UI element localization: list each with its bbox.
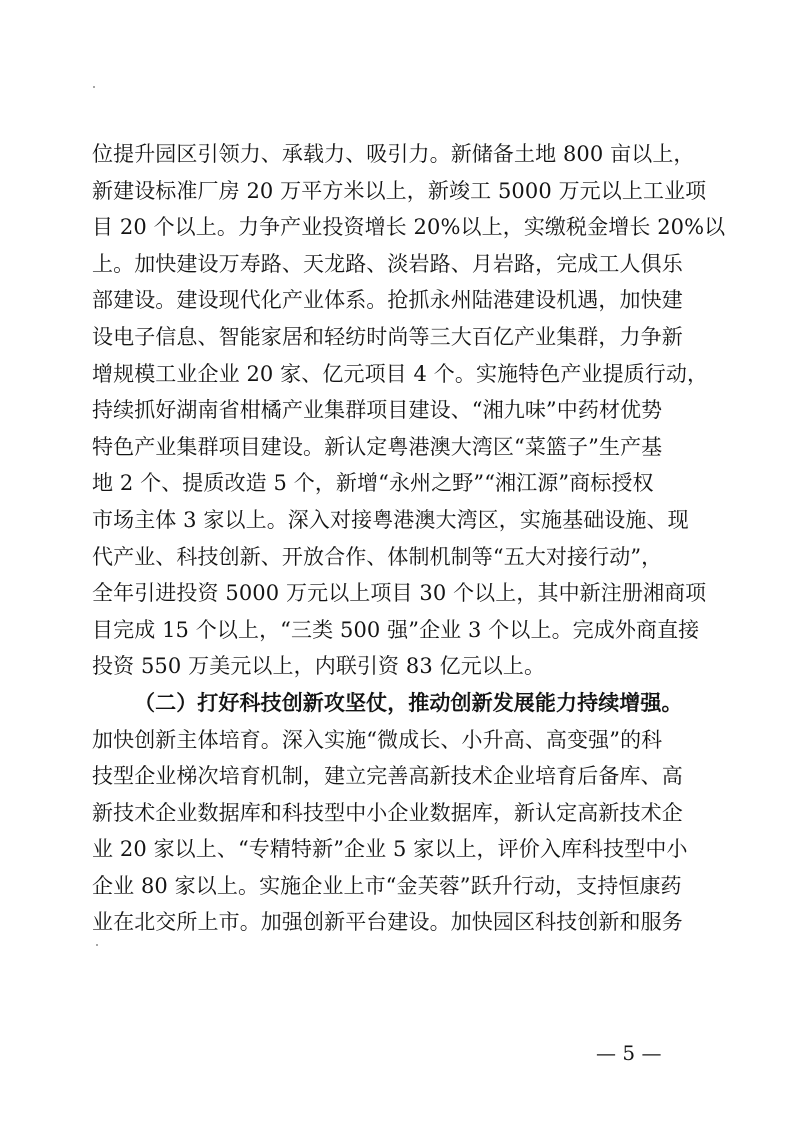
- text-line: 新建设标准厂房 20 万平方米以上，新竣工 5000 万元以上工业项: [92, 178, 707, 203]
- text-line: 代产业、科技创新、开放合作、体制机制等“五大对接行动”，: [92, 544, 663, 569]
- text-line: 设电子信息、智能家居和轻纺时尚等三大百亿产业集群，力争新: [92, 324, 683, 349]
- text-line: 持续抓好湖南省柑橘产业集群项目建设、“湘九味”中药材优势: [92, 398, 663, 423]
- text-line: 目 20 个以上。力争产业投资增长 20%以上，实缴税金增长 20%以: [92, 215, 726, 240]
- text-line: 位提升园区引领力、承载力、吸引力。新储备土地 800 亩以上，: [92, 142, 695, 166]
- paragraph-2: [92, 722, 712, 942]
- paragraph-1: [92, 136, 726, 685]
- text-line: 业在北交所上市。加强创新平台建设。加快园区科技创新和服务: [92, 910, 683, 935]
- text-line: 技型企业梯次培育机制，建立完善高新技术企业培育后备库、高: [92, 764, 683, 789]
- text-line: 投资 550 万美元以上，内联引资 83 亿元以上。: [92, 654, 546, 679]
- page-number: — 5 —: [596, 1041, 662, 1065]
- scan-speck: [93, 86, 95, 88]
- text-line: 新技术企业数据库和科技型中小企业数据库，新认定高新技术企: [92, 800, 683, 825]
- text-line: 市场主体 3 家以上。深入对接粤港澳大湾区，实施基础设施、现: [92, 507, 689, 532]
- scan-speck: [96, 944, 98, 946]
- text-line: 业 20 家以上、“专精特新”企业 5 家以上，评价入库科技型中小: [92, 837, 688, 862]
- text-line: 目完成 15 个以上，“三类 500 强”企业 3 个以上。完成外商直接: [92, 617, 700, 642]
- section-heading: （二）打好科技创新攻坚仗，推动创新发展能力持续增强。: [134, 689, 683, 715]
- text-line: 特色产业集群项目建设。新认定粤港澳大湾区“菜篮子”生产基: [92, 434, 663, 459]
- body-text: [92, 136, 726, 941]
- text-line: 上。加快建设万寿路、天龙路、淡岩路、月岩路，完成工人俱乐: [92, 251, 683, 276]
- text-line: 加快创新主体培育。深入实施“微成长、小升高、高变强”的科: [92, 727, 663, 752]
- text-line: 企业 80 家以上。实施企业上市“金芙蓉”跃升行动，支持恒康药: [92, 873, 682, 898]
- text-line: 部建设。建设现代化产业体系。抢抓永州陆港建设机遇，加快建: [92, 288, 683, 313]
- text-line: 增规模工业企业 20 家、亿元项目 4 个。实施特色产业提质行动，: [92, 361, 709, 386]
- text-line: 地 2 个、提质改造 5 个，新增“永州之野”“湘江源”商标授权: [92, 471, 654, 496]
- text-line: 全年引进投资 5000 万元以上项目 30 个以上，其中新注册湘商项: [92, 581, 707, 606]
